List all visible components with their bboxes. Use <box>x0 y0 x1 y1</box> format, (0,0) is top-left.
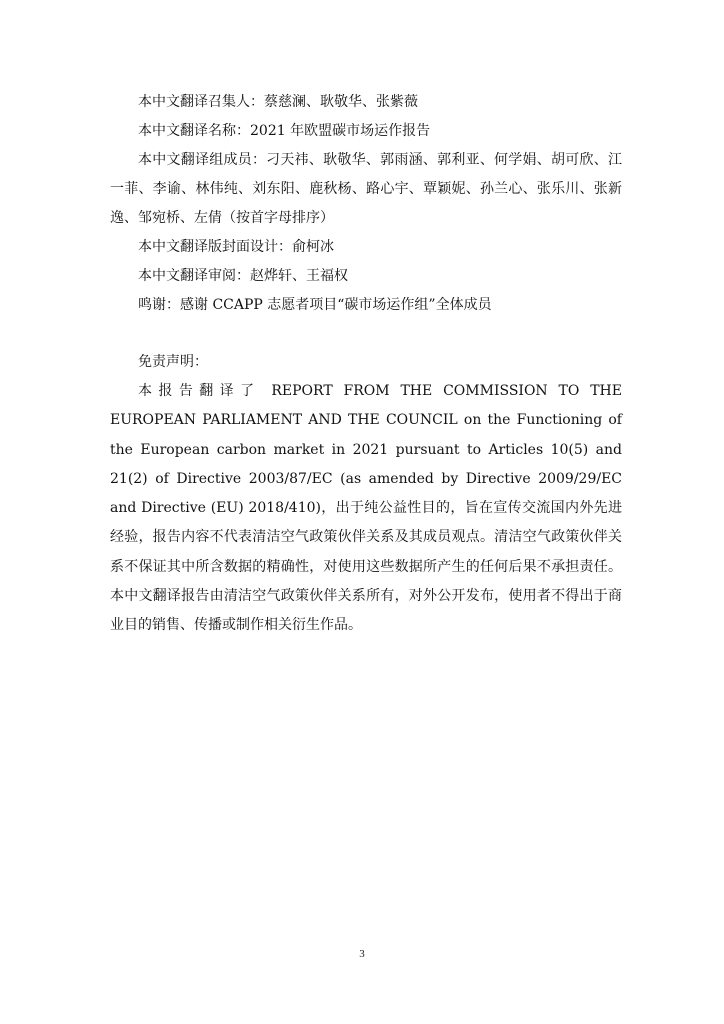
translation-title: 本中文翻译名称：2021 年欧盟碳市场运作报告 <box>138 123 431 139</box>
page-content <box>110 88 622 641</box>
review-credit: 本中文翻译审阅：赵烨轩、王福权 <box>138 268 348 284</box>
translation-members: 本中文翻译组成员：刁天祎、耿敬华、郭雨涵、郭利亚、何学娟、胡可欣、江一菲、李谕、林伟纯、刘东阳、鹿秋杨、路心宇、覃颖妮、孙兰心、张乐川、张新逸、邹宛桥、左倩（按首字母排序） <box>110 152 622 226</box>
section-spacer <box>110 320 622 348</box>
cover-design-credit: 本中文翻译版封面设计：俞柯冰 <box>138 239 334 255</box>
disclaimer-body: 本报告翻译了 REPORT FROM THE COMMISSION TO THE EUROPEAN PARLIAMENT AND THE COUNCIL on the Functioning of the European carbon market in 2021 pursuant to Articles 10(5) and 21(2) of Directive 2003/87/EC (as amended by Directive 2009/29/EC and Directive (EU) 2018/410)，出于纯公益性目的，旨在宣传交流国内外先进经验，报告内容不代表清洁空气政策伙伴关系及其成员观点。清洁空气政策伙伴关系不保证其中所含数据的精确性，对使用这些数据所产生的任何后果不承担责任。本中文翻译报告由清洁空气政策伙伴关系所有，对外公开发布，使用者不得出于商业目的销售、传播或制作相关衍生作品。 <box>110 383 622 634</box>
acknowledgement: 鸣谢：感谢 CCAPP 志愿者项目“碳市场运作组”全体成员 <box>138 297 492 313</box>
translation-organizers: 本中文翻译召集人：蔡慈澜、耿敬华、张紫薇 <box>138 94 418 110</box>
disclaimer-heading: 免责声明： <box>138 354 208 370</box>
page-number: 3 <box>359 948 365 960</box>
